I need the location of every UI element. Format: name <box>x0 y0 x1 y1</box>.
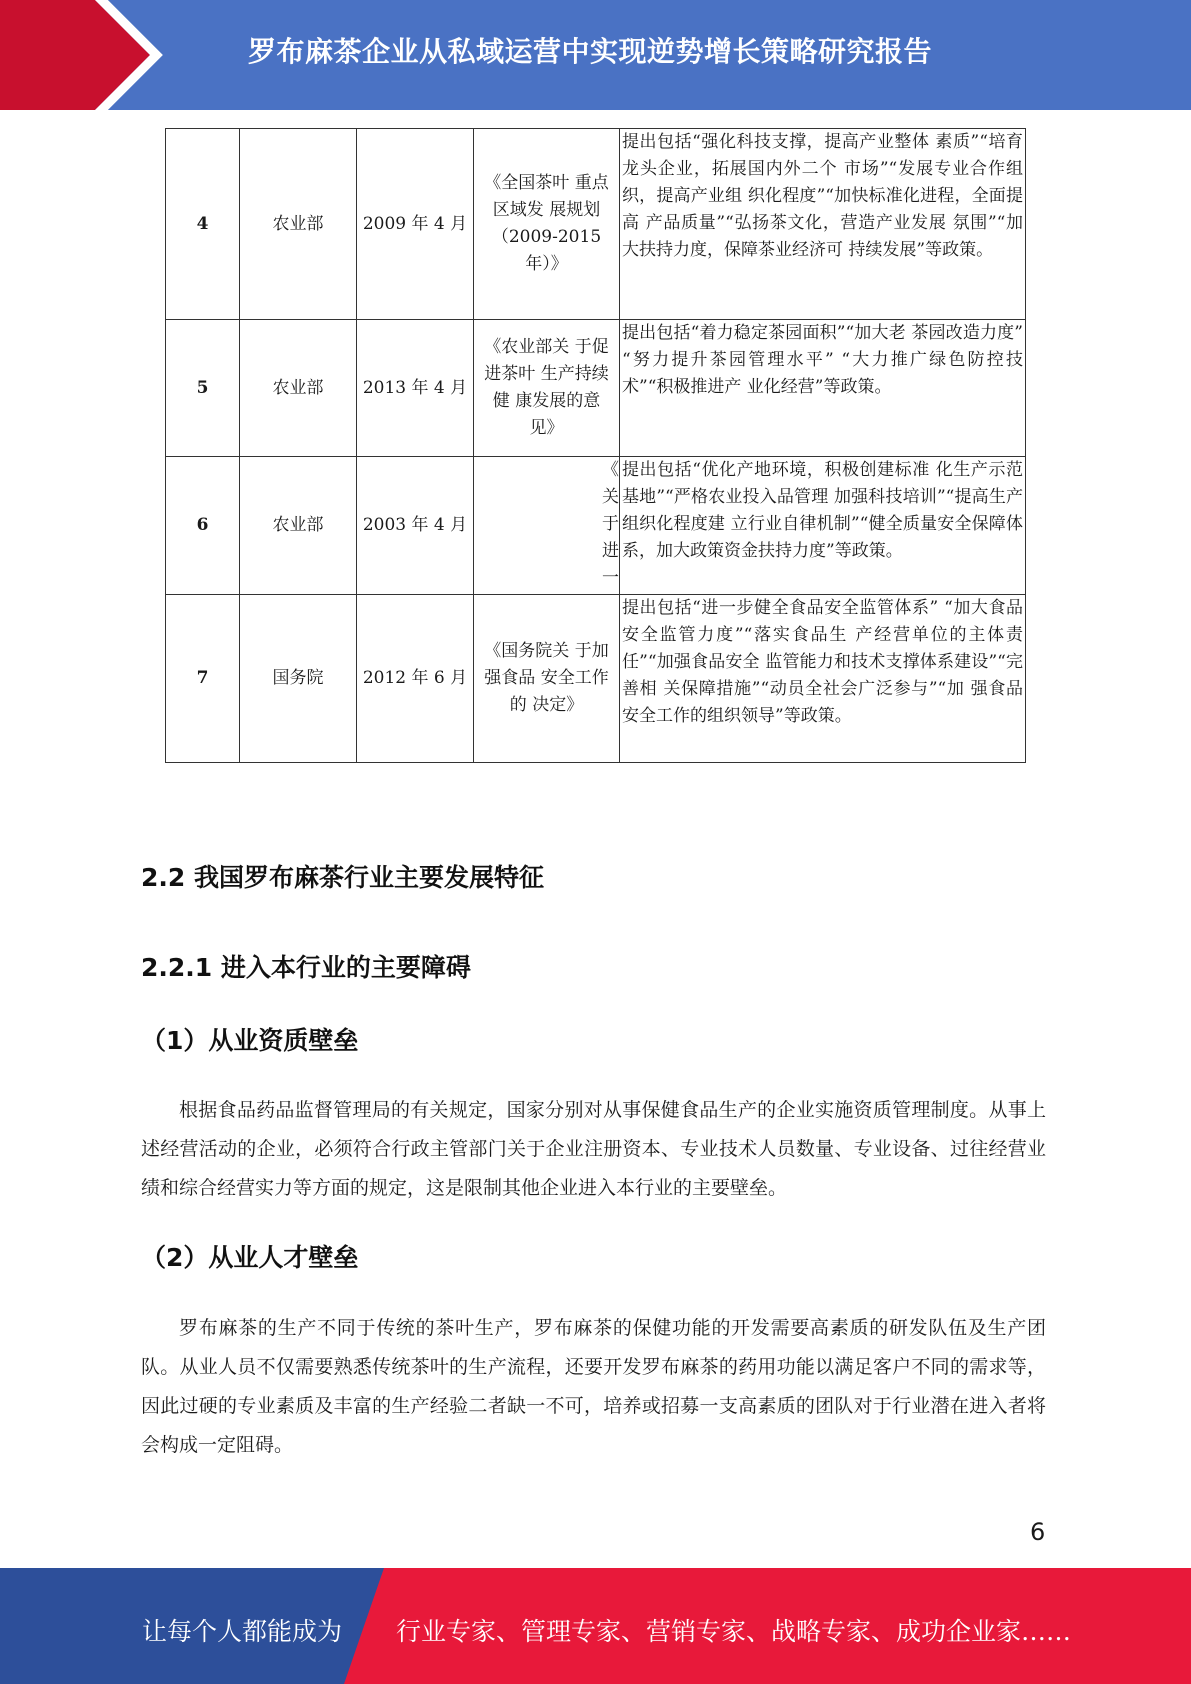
row-content: 提出包括“强化科技支撑，提高产业整体 素质”“培育龙头企业，拓展国内外二个 市场”“发展专业合作组织，提高产业组 织化程度”“加快标准化进程，全面提高 产品质量”“弘扬茶文化，营造产业发展 氛围”“加大扶持力度，保障茶业经济可 持续发展”等政策。 <box>620 129 1026 320</box>
page-header <box>0 0 1191 110</box>
page-number: 6 <box>1030 1518 1046 1546</box>
row-department: 农业部 <box>240 457 357 595</box>
body-paragraph: 罗布麻茶的生产不同于传统的茶叶生产，罗布麻茶的保健功能的开发需要高素质的研发队伍及生产团队。从业人员不仅需要熟悉传统茶叶的生产流程，还要开发罗布麻茶的药用功能以满足客户不同的需求等，因此过硬的专业素质及丰富的生产经验二者缺一不可，培养或招募一支高素质的团队对于行业潜在进入者将会构成一定阻碍。 <box>141 1317 1046 1456</box>
doc-fragment: 一 <box>602 568 619 588</box>
subsection-item-heading: （2）从业人才壁垒 <box>141 1243 359 1272</box>
doc-fragment: 进 <box>602 541 619 561</box>
policy-table <box>165 128 1026 763</box>
row-number: 6 <box>166 457 240 595</box>
row-document: 《全国茶叶 重点区域发 展规划 （2009-2015 年）》 <box>474 129 620 320</box>
table-row <box>166 129 1026 320</box>
row-number: 7 <box>166 595 240 763</box>
subsection-item-heading: （1）从业资质壁垒 <box>141 1026 359 1055</box>
footer-slogan-right: 行业专家、管理专家、营销专家、战略专家、成功企业家…… <box>396 1617 1072 1646</box>
row-date: 2003 年 4 月 <box>357 457 474 595</box>
doc-fragment: 关 <box>602 487 619 507</box>
table-row <box>166 595 1026 763</box>
body-paragraph: 根据食品药品监督管理局的有关规定，国家分别对从事保健食品生产的企业实施资质管理制度。从事上述经营活动的企业，必须符合行政主管部门关于企业注册资本、专业技术人员数量、专业设备、过往经营业绩和综合经营实力等方面的规定，这是限制其他企业进入本行业的主要壁垒。 <box>141 1099 1046 1199</box>
subsection-heading: 2.2.1 进入本行业的主要障碍 <box>141 953 471 982</box>
table-row <box>166 457 1026 595</box>
doc-fragment: 《 <box>602 460 619 480</box>
row-document <box>474 457 620 595</box>
row-number: 5 <box>166 320 240 457</box>
footer-slogan-left: 让每个人都能成为 <box>142 1617 343 1646</box>
row-department: 农业部 <box>240 129 357 320</box>
row-department: 国务院 <box>240 595 357 763</box>
row-document: 《农业部关 于促进茶叶 生产持续健 康发展的意 见》 <box>474 320 620 457</box>
page-footer <box>0 1568 1191 1684</box>
row-date: 2009 年 4 月 <box>357 129 474 320</box>
row-content: 提出包括“优化产地环境，积极创建标准 化生产示范基地”“严格农业投入品管理 加强科技培训”“提高生产组织化程度建 立行业自律机制”“健全质量安全保障体 系，加大政策资金扶持力度”等政策。 <box>620 457 1026 595</box>
row-department: 农业部 <box>240 320 357 457</box>
report-title: 罗布麻茶企业从私域运营中实现逆势增长策略研究报告 <box>248 35 933 68</box>
row-date: 2013 年 4 月 <box>357 320 474 457</box>
table-row <box>166 320 1026 457</box>
doc-fragment: 于 <box>602 514 619 534</box>
row-document: 《国务院关 于加强食品 安全工作的 决定》 <box>474 595 620 763</box>
row-content: 提出包括“着力稳定茶园面积”“加大老 茶园改造力度” “努力提升茶园管理水平” “大力推广绿色防控技术”“积极推进产 业化经营”等政策。 <box>620 320 1026 457</box>
row-number: 4 <box>166 129 240 320</box>
section-heading: 2.2 我国罗布麻茶行业主要发展特征 <box>141 863 544 892</box>
row-content: 提出包括“进一步健全食品安全监管体系” “加大食品安全监管力度”“落实食品生 产经营单位的主体责任”“加强食品安全 监管能力和技术支撑体系建设”“完善相 关保障措施”“动员全社会广泛参与”“加 强食品安全工作的组织领导”等政策。 <box>620 595 1026 763</box>
row-date: 2012 年 6 月 <box>357 595 474 763</box>
